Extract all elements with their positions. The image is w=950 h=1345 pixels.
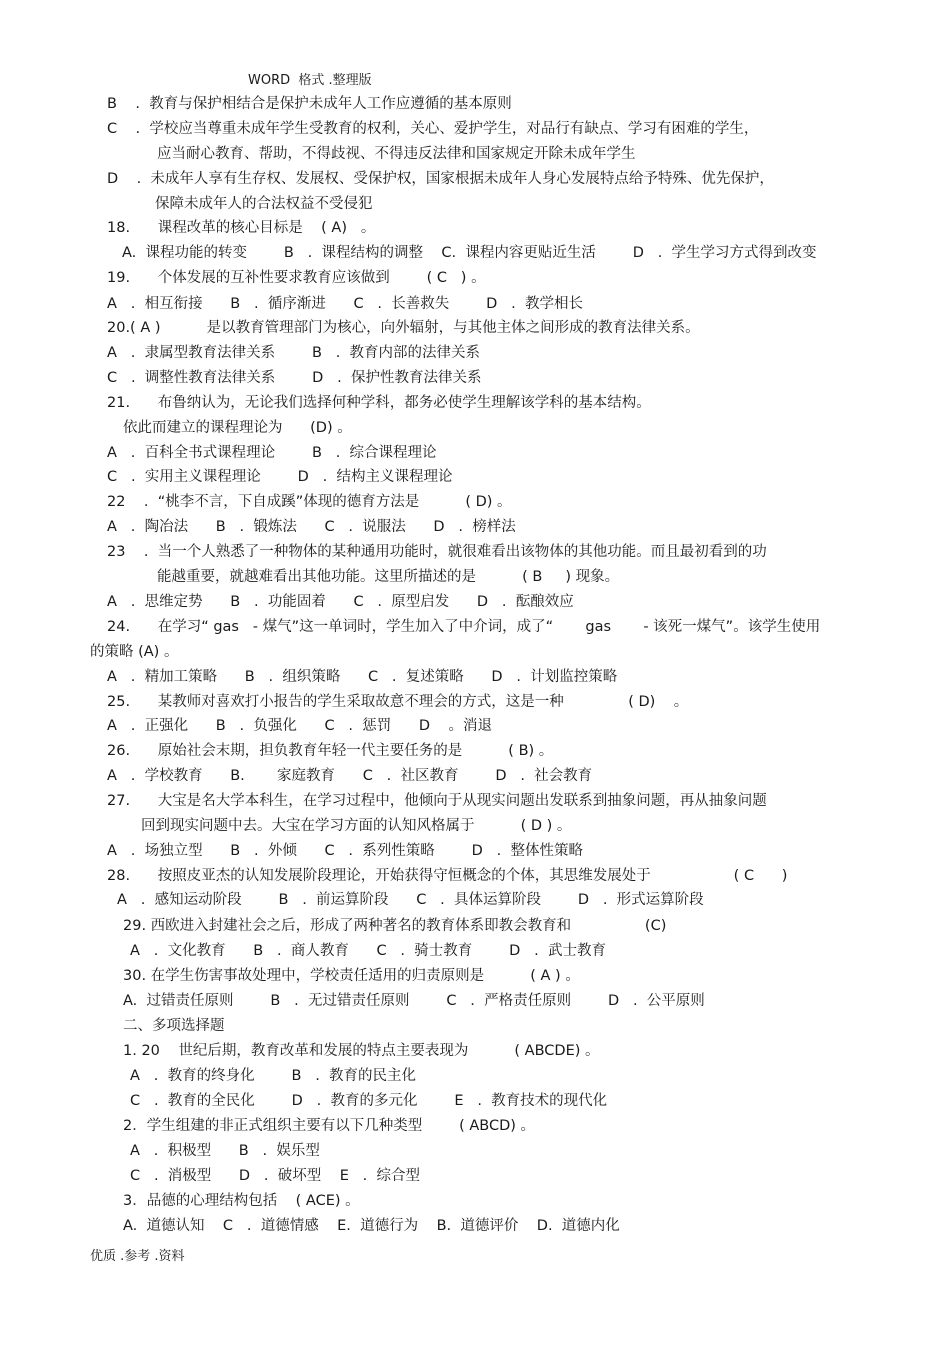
question-29: 29. 西欧进入封建社会之后，形成了两种著名的教育体系即教会教育和 (C)	[123, 918, 667, 934]
question-30: 30. 在学生伤害事故处理中，学校责任适用的归责原则是 ( A ) 。	[123, 968, 580, 984]
question-28: 28. 按照皮亚杰的认知发展阶段理论，开始获得守恒概念的个体，其思维发展处于 ( C )	[107, 868, 788, 884]
text-line: D . 未成年人享有生存权、发展权、受保护权，国家根据未成年人身心发展特点给予特殊、优先保护，	[107, 171, 774, 187]
question-21-cont: 依此而建立的课程理论为 (D) 。	[123, 420, 352, 436]
multi-question-3: 3．品德的心理结构包括 ( ACE) 。	[123, 1193, 360, 1209]
text-line: 保障未成年人的合法权益不受侵犯	[155, 196, 373, 212]
multi-question-1: 1. 20 世纪后期，教育改革和发展的特点主要表现为 ( ABCDE) 。	[123, 1043, 600, 1059]
options-23: A . 思维定势 B . 功能固着 C . 原型启发 D . 酝酿效应	[107, 594, 574, 610]
options-24: A . 精加工策略 B . 组织策略 C . 复述策略 D . 计划监控策略	[107, 669, 618, 685]
options-20-ab: A . 隶属型教育法律关系 B . 教育内部的法律关系	[107, 345, 481, 361]
question-25: 25. 某教师对喜欢打小报告的学生采取故意不理会的方式，这是一种 ( D) 。	[107, 694, 689, 710]
question-23: 23 . 当一个人熟悉了一种物体的某种通用功能时，就很难看出该物体的其他功能。而且最初看到的功	[107, 544, 767, 560]
text-line: B . 教育与保护相结合是保护未成年人工作应遵循的基本原则	[107, 96, 512, 112]
question-27-cont: 回到现实问题中去。大宝在学习方面的认知风格属于 ( D ) 。	[141, 818, 572, 834]
multi-options-1-ab: A . 教育的终身化 B . 教育的民主化	[130, 1068, 417, 1084]
multi-options-2-cde: C . 消极型 D . 破坏型 E . 综合型	[130, 1168, 421, 1184]
page-footer: 优质 .参考 .资料	[90, 1249, 185, 1264]
options-18: A. 课程功能的转变 B . 课程结构的调整 C. 课程内容更贴近生活 D . 学生学习方式得到改变	[122, 245, 817, 261]
options-25: A . 正强化 B . 负强化 C . 惩罚 D 。消退	[107, 718, 493, 734]
options-26: A . 学校教育 B. 家庭教育 C . 社区教育 D . 社会教育	[107, 768, 593, 784]
options-29: A . 文化教育 B . 商人教育 C . 骑士教育 D . 武士教育	[130, 943, 606, 959]
question-23-cont: 能越重要，就越难看出其他功能。这里所描述的是 ( B ) 现象。	[157, 569, 620, 585]
question-19: 19. 个体发展的互补性要求教育应该做到 ( C ) 。	[107, 270, 486, 286]
options-19: A . 相互衔接 B . 循序渐进 C . 长善救失 D . 教学相长	[107, 296, 583, 312]
text-line: 应当耐心教育、帮助，不得歧视、不得违反法律和国家规定开除未成年学生	[157, 146, 636, 162]
options-21-ab: A . 百科全书式课程理论 B . 综合课程理论	[107, 445, 437, 461]
multi-options-3: A. 道德认知 C . 道德情感 E. 道德行为 B. 道德评价 D. 道德内化	[123, 1218, 620, 1234]
options-22: A . 陶冶法 B . 锻炼法 C . 说服法 D . 榜样法	[107, 519, 516, 535]
question-26: 26. 原始社会末期，担负教育年轻一代主要任务的是 ( B) 。	[107, 743, 554, 759]
question-24: 24. 在学习“ gas - 煤气”这一单词时，学生加入了中介词，成了“ gas - 该死一煤气”。该学生使用	[107, 619, 821, 635]
section-heading: 二、多项选择题	[123, 1018, 225, 1034]
question-22: 22 . “桃李不言，下自成蹊”体现的德育方法是 ( D) 。	[107, 494, 512, 510]
question-20: 20.( A ) 是以教育管理部门为核心，向外辐射，与其他主体之间形成的教育法律关系。	[107, 320, 700, 336]
question-27: 27. 大宝是名大学本科生，在学习过程中，他倾向于从现实问题出发联系到抽象问题，再从抽象问题	[107, 793, 767, 809]
question-21: 21. 布鲁纳认为，无论我们选择何种学科，都务必使学生理解该学科的基本结构。	[107, 395, 651, 411]
options-20-cd: C . 调整性教育法律关系 D . 保护性教育法律关系	[107, 370, 482, 386]
multi-question-2: 2．学生组建的非正式组织主要有以下几种类型 ( ABCD) 。	[123, 1118, 536, 1134]
options-27: A . 场独立型 B . 外倾 C . 系列性策略 D . 整体性策略	[107, 843, 583, 859]
question-18: 18. 课程改革的核心目标是 ( A) 。	[107, 220, 376, 236]
options-28: A . 感知运动阶段 B . 前运算阶段 C . 具体运算阶段 D . 形式运算阶段	[117, 892, 704, 908]
options-21-cd: C . 实用主义课程理论 D . 结构主义课程理论	[107, 469, 453, 485]
multi-options-2-ab: A . 积极型 B . 娱乐型	[130, 1143, 320, 1159]
options-30: A. 过错责任原则 B . 无过错责任原则 C . 严格责任原则 D . 公平原则	[123, 993, 705, 1009]
page-header: WORD 格式 .整理版	[248, 73, 372, 88]
text-line: C . 学校应当尊重未成年学生受教育的权利，关心、爱护学生，对品行有缺点、学习有困难的学生，	[107, 121, 759, 137]
question-24-cont: 的策略 (A) 。	[90, 644, 179, 660]
multi-options-1-cde: C . 教育的全民化 D . 教育的多元化 E . 教育技术的现代化	[130, 1093, 608, 1109]
